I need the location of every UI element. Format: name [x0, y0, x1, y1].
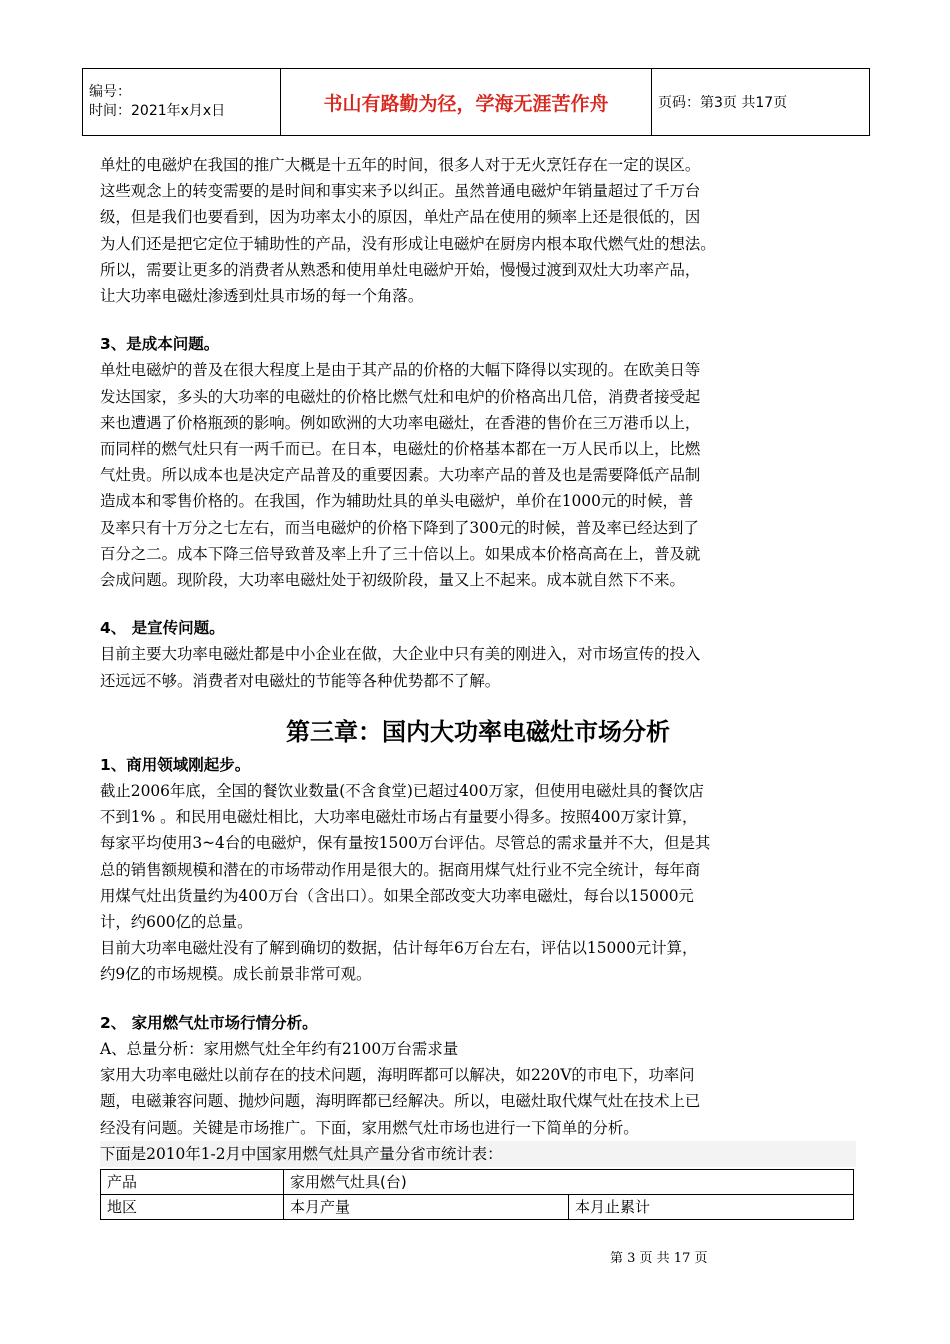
- table-cell: 本月产量: [284, 1194, 569, 1219]
- sub1-line: 用煤气灶出货量约为400万台（含出口）。如果全部改变大功率电磁灶，每台以15000元: [100, 886, 694, 905]
- sub1-heading: 1、商用领域刚起步。: [100, 755, 251, 774]
- sub1-line: 每家平均使用3~4台的电磁炉，保有量按1500万台评估。尽管总的需求量并不大，但是其: [100, 834, 711, 853]
- table-row: [101, 1169, 854, 1194]
- chapter-title: 第三章：国内大功率电磁灶市场分析: [286, 717, 670, 746]
- page-header: [82, 68, 870, 136]
- sub1-line: 计，约600亿的总量。: [100, 913, 253, 932]
- intro-line: 让大功率电磁灶渗透到灶具市场的每一个角落。: [100, 287, 424, 306]
- section3-line: 来也遭遇了价格瓶颈的影响。例如欧洲的大功率电磁灶，在香港的售价在三万港币以上，: [100, 413, 701, 432]
- table-cell: 产品: [101, 1169, 284, 1194]
- sub1-line: 不到1% 。和民用电磁灶相比，大功率电磁灶市场占有量要小得多。按照400万家计算，: [100, 808, 698, 827]
- sub1-line: 总的销售额规模和潜在的市场带动作用是很大的。据商用煤气灶行业不完全统计，每年商: [100, 860, 701, 879]
- intro-line: 单灶的电磁炉在我国的推广大概是十五年的时间，很多人对于无火烹饪存在一定的误区。: [100, 156, 701, 174]
- table-row: [101, 1194, 854, 1219]
- table-cell: 本月止累计: [569, 1194, 854, 1219]
- intro-line: 为人们还是把它定位于辅助性的产品，没有形成让电磁炉在厨房内根本取代燃气灶的想法。: [100, 234, 716, 253]
- section4-heading: 4、 是宣传问题。: [100, 619, 225, 638]
- section3-line: 单灶电磁炉的普及在很大程度上是由于其产品的价格的大幅下降得以实现的。在欧美日等: [100, 361, 701, 380]
- intro-line: 级，但是我们也要看到，因为功率太小的原因，单灶产品在使用的频率上还是很低的，因: [100, 208, 701, 227]
- table-cell: 地区: [101, 1194, 284, 1219]
- section3-line: 及率只有十万分之七左右，而当电磁炉的价格下降到了300元的时候，普及率已经达到了: [100, 518, 699, 537]
- sub2-line: 家用大功率电磁灶以前存在的技术问题，海明晖都可以解决，如220V的市电下，功率问: [100, 1066, 695, 1085]
- section3-heading: 3、是成本问题。: [100, 335, 220, 354]
- header-page-info: 页码：第3页 共17页: [652, 69, 870, 136]
- time-label: 时间：2021年x月x日: [89, 103, 226, 119]
- section4-line: 目前主要大功率电磁灶都是中小企业在做，大企业中只有美的刚进入，对市场宣传的投入: [100, 645, 701, 664]
- sub2-heading: 2、 家用燃气灶市场行情分析。: [100, 1013, 318, 1032]
- intro-line: 所以，需要让更多的消费者从熟悉和使用单灶电磁炉开始，慢慢过渡到双灶大功率产品，: [100, 260, 701, 279]
- sub1-line: 截止2006年底，全国的餐饮业数量(不含食堂)已超过400万家，但使用电磁灶具的餐饮店: [100, 782, 704, 801]
- intro-line: 这些观念上的转变需要的是时间和事实来予以纠正。虽然普通电磁炉年销量超过了千万台: [100, 182, 701, 201]
- sub2-line: 经没有问题。关键是市场推广。下面，家用燃气灶市场也进行一下简单的分析。: [100, 1118, 639, 1137]
- table-cell: 家用燃气灶具(台): [284, 1169, 854, 1194]
- section3-line: 而同样的燃气灶只有一两千而已。在日本，电磁灶的价格基本都在一万人民币以上，比燃: [100, 440, 701, 459]
- document-body: [100, 152, 856, 1220]
- section3-line: 发达国家，多头的大功率的电磁灶的价格比燃气灶和电炉的价格高出几倍，消费者接受起: [100, 387, 701, 406]
- sub2-line: 题，电磁兼容问题、抛炒问题，海明晖都已经解决。所以，电磁灶取代煤气灶在技术上已: [100, 1092, 701, 1111]
- sub1-line: 目前大功率电磁灶没有了解到确切的数据，估计每年6万台左右，评估以15000元计算，: [100, 939, 698, 958]
- section4-line: 还远远不够。消费者对电磁灶的节能等各种优势都不了解。: [100, 671, 501, 690]
- table-caption: 下面是2010年1-2月中国家用燃气灶具产量分省市统计表：: [100, 1141, 856, 1167]
- section3-line: 气灶贵。所以成本也是决定产品普及的重要因素。大功率产品的普及也是需要降低产品制: [100, 466, 701, 485]
- sub2-line: A、总量分析：家用燃气灶全年约有2100万台需求量: [100, 1039, 459, 1058]
- section3-line: 造成本和零售价格的。在我国，作为辅助灶具的单头电磁炉，单价在1000元的时候，普: [100, 492, 694, 511]
- footer-page-number: 第 3 页 共 17 页: [610, 1251, 708, 1266]
- gas-stove-production-table: [100, 1169, 854, 1220]
- sub1-line: 约9亿的市场规模。成长前景非常可观。: [100, 965, 372, 984]
- header-meta: [83, 69, 281, 136]
- header-motto: 书山有路勤为径，学海无涯苦作舟: [281, 69, 652, 136]
- section3-line: 会成问题。现阶段，大功率电磁灶处于初级阶段，量又上不起来。成本就自然下不来。: [100, 571, 685, 590]
- number-label: 编号：: [89, 84, 131, 100]
- section3-line: 百分之二。成本下降三倍导致普及率上升了三十倍以上。如果成本价格高高在上，普及就: [100, 544, 701, 563]
